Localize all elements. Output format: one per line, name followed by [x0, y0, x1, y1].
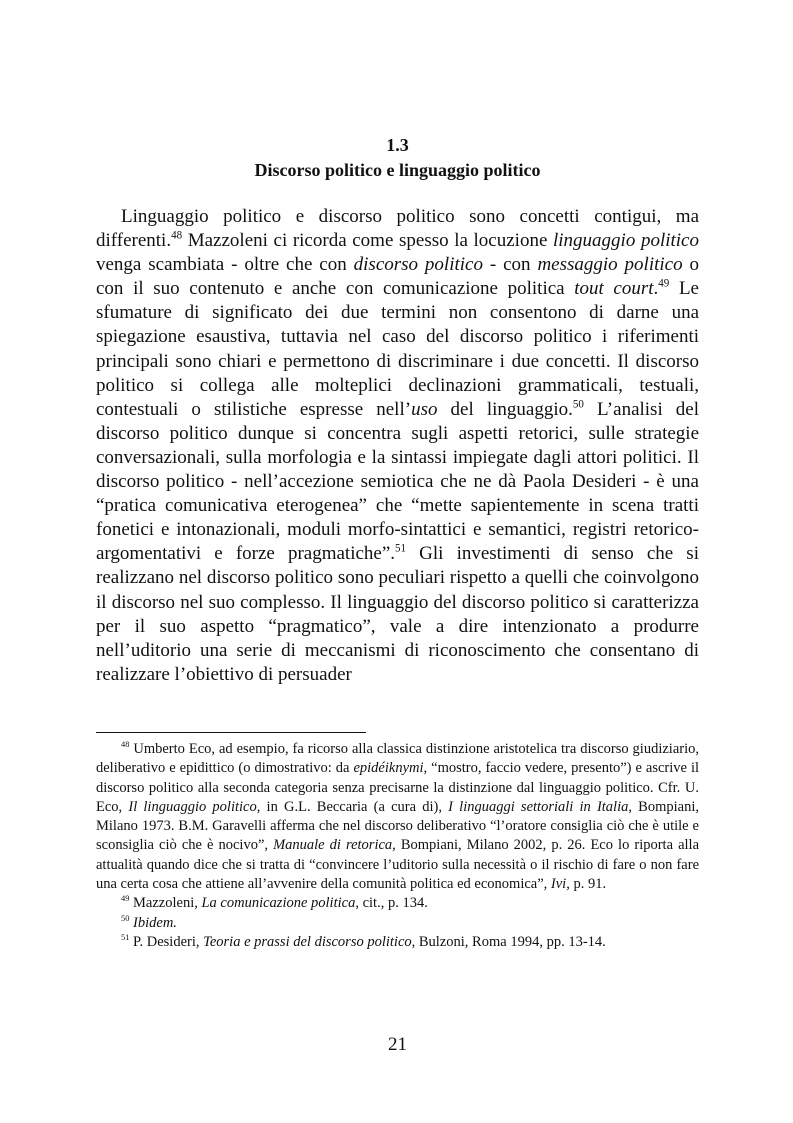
footnote-number: 51 — [121, 933, 130, 943]
body-text-run: venga scambiata - oltre che con — [96, 254, 354, 276]
body-paragraph — [96, 205, 699, 711]
footnote-ref-50[interactable]: 50 — [572, 398, 584, 411]
footnote-italic: Ibidem. — [129, 914, 177, 931]
footnote-italic: La comunicazione politica — [201, 895, 356, 912]
body-text-run: Gli investimenti di senso che si realizzano nel discorso politico sono peculiari rispetto a quelli che coinvolgono il discorso nel suo complesso. Il linguaggio del discorso politico si caratterizza per il suo aspetto “pragmatico”, vale a dire intenzionato a produrre nell’uditorio una serie di meccanismi di riconoscimento che consentano di realizzare l’obiettivo di persuader — [96, 543, 699, 685]
body-text-run: . — [653, 278, 659, 300]
footnote-text: , Bulzoni, Roma 1994, pp. 13-14. — [411, 933, 606, 950]
body-text-run: Mazzoleni ci ricorda come spesso la locuzione — [182, 230, 553, 252]
footnotes — [96, 740, 699, 952]
footnote-text: Mazzoleni, — [129, 895, 202, 912]
footnote-ref-51[interactable]: 51 — [395, 542, 407, 555]
footnote-italic: Ivi — [550, 876, 567, 893]
footnote-text: , “mostro, faccio vedere, presento”) e ascrive il discorso politico alla seconda categoria senza precisarne la distinzione dal linguaggio politico. Cfr. U. Eco, — [96, 760, 700, 815]
footnote-number: 48 — [121, 740, 130, 750]
footnote-text: Umberto Eco, ad esempio, fa ricorso alla classica distinzione aristotelica tra discorso giudiziario, deliberativo e epidittico (o dimostrativo: da — [96, 741, 699, 777]
footnote-ref-49[interactable]: 49 — [658, 277, 670, 290]
footnote-48 — [96, 740, 699, 894]
footnote-51 — [96, 933, 699, 952]
body-italic-term: discorso politico — [353, 254, 483, 276]
footnote-text: , p. 91. — [566, 876, 607, 893]
footnote-italic: Teoria e prassi del discorso politico — [203, 933, 412, 950]
footnote-text: P. Desideri, — [129, 933, 204, 950]
body-text-run: Le sfumature di significato dei due termini non consentono di darne una spiegazione esaustiva, tuttavia nel caso del discorso politico i riferimenti principali sono chiari e permettono di discriminare i due concetti. Il discorso politico si collega alle molteplici declinazioni grammaticali, testuali, contestuali o stilistiche espresse nell’ — [96, 278, 699, 420]
body-italic-term: linguaggio politico — [553, 230, 699, 252]
section-number: 1.3 — [386, 135, 409, 155]
body-italic-term: messaggio politico — [537, 254, 683, 276]
body-text-run: Linguaggio politico e discorso politico sono concetti contigui, ma differenti. — [96, 206, 699, 252]
footnote-italic: Il linguaggio politico — [128, 798, 257, 815]
footnote-text: , Bompiani, Milano 1973. B.M. Garavelli afferma che nel discorso deliberativo “l’oratore consiglia ciò che è utile e sconsiglia ciò che è nocivo”, — [96, 798, 700, 854]
footnote-50 — [96, 914, 699, 933]
footnote-number: 50 — [121, 913, 130, 923]
body-text-run: del linguaggio. — [437, 398, 573, 420]
body-text-run: L’analisi del discorso politico dunque si concentra sugli aspetti retorici, sulle strategie conversazionali, sulla morfologia e la sintassi impiegate dagli attori politici. Il discorso politico - nell’accezione semiotica che ne dà Paola Desideri - è una “pratica comunicativa eterogenea” che “mette sapientemente in scena tratti fonetici e intonazionali, moduli morfo-sintattici e semantici, registri retorico-argomentativi e forze pragmatiche”. — [96, 398, 699, 565]
body-text-run: - con — [482, 254, 538, 276]
footnote-italic: I linguaggi settoriali in Italia — [448, 798, 629, 815]
footnote-49 — [96, 894, 699, 913]
document-page — [96, 0, 699, 1123]
footnote-italic: Manuale di retorica — [273, 837, 393, 854]
footnote-text: , in G.L. Beccaria (a cura di), — [256, 798, 449, 815]
footnote-text: , Bompiani, Milano 2002, p. 26. Eco lo riporta alla attualità quando dice che si tratta di “convincere l’uditorio sulla necessità o il rischio di fare o non fare una certa cosa che attiene all’avvenire della comunità politica ed economica”, — [96, 837, 700, 893]
body-text-run: o con il suo contenuto e anche con comunicazione politica — [96, 254, 699, 300]
footnote-italic: epidéiknymi — [353, 760, 424, 777]
section-title: Discorso politico e linguaggio politico — [254, 160, 541, 180]
footnote-ref-48[interactable]: 48 — [171, 229, 183, 242]
body-italic-term: uso — [411, 398, 438, 420]
footnote-text: , cit., p. 134. — [355, 895, 428, 912]
footnote-separator — [96, 732, 366, 733]
body-italic-term: tout court — [574, 278, 654, 300]
page-number: 21 — [388, 1034, 407, 1055]
footnote-number: 49 — [121, 894, 130, 904]
